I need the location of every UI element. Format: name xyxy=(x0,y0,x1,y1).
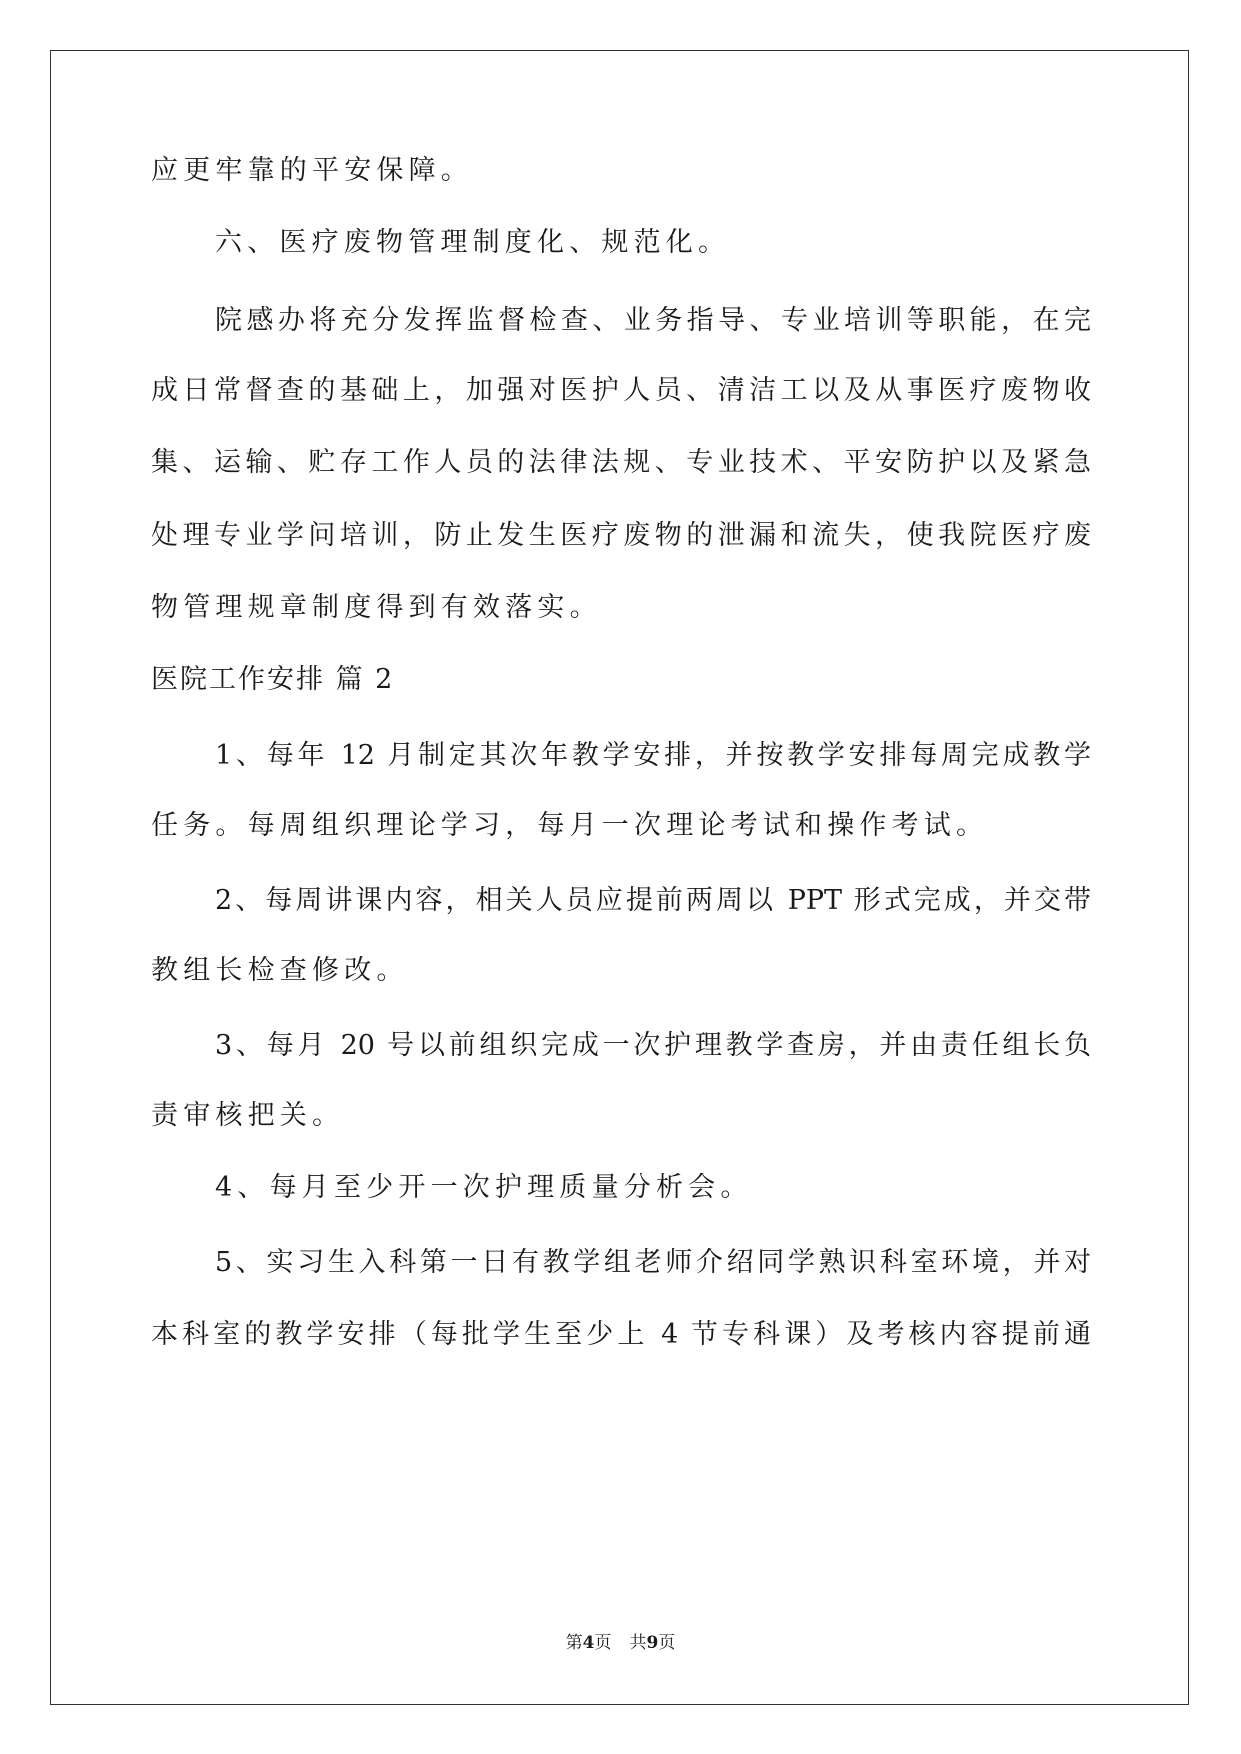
list-item: 4、每月至少开一次护理质量分析会。 xyxy=(215,1172,753,1203)
list-item: 1、每年 12 月制定其次年教学安排，并按教学安排每周完成教学 xyxy=(215,740,1091,771)
text-line: 处理专业学问培训，防止发生医疗废物的泄漏和流失，使我院医疗废 xyxy=(151,520,1091,551)
footer-middle: 页 xyxy=(594,1633,612,1653)
text-line: 集、运输、贮存工作人员的法律法规、专业技术、平安防护以及紧急 xyxy=(151,447,1091,478)
text-line: 责审核把关。 xyxy=(151,1100,345,1131)
section-heading: 六、医疗废物管理制度化、规范化。 xyxy=(215,227,731,258)
list-item: 2、每周讲课内容，相关人员应提前两周以 PPT 形式完成，并交带 xyxy=(215,885,1091,916)
list-item: 3、每月 20 号以前组织完成一次护理教学查房，并由责任组长负 xyxy=(215,1030,1091,1061)
text-line: 教组长检查修改。 xyxy=(151,955,409,986)
list-item: 5、实习生入科第一日有教学组老师介绍同学熟识科室环境，并对 xyxy=(215,1247,1091,1278)
text-line: 院感办将充分发挥监督检查、业务指导、专业培训等职能，在完 xyxy=(215,305,1091,336)
text-line: 本科室的教学安排（每批学生至少上 4 节专科课）及考核内容提前通 xyxy=(151,1319,1091,1350)
footer-suffix: 页 xyxy=(658,1633,676,1653)
text-line: 任务。每周组织理论学习，每月一次理论考试和操作考试。 xyxy=(151,810,989,841)
page-number: 4 xyxy=(582,1633,595,1653)
text-line: 成日常督查的基础上，加强对医护人员、清洁工以及从事医疗废物收 xyxy=(151,375,1091,406)
page-footer xyxy=(0,1632,1241,1654)
footer-total-prefix: 共 xyxy=(629,1633,647,1653)
footer-prefix: 第 xyxy=(565,1633,583,1653)
text-line: 应更牢靠的平安保障。 xyxy=(151,155,473,186)
page-border xyxy=(50,50,1189,1705)
total-pages: 9 xyxy=(646,1633,659,1653)
article-title: 医院工作安排 篇 2 xyxy=(151,664,395,695)
text-line: 物管理规章制度得到有效落实。 xyxy=(151,592,602,623)
